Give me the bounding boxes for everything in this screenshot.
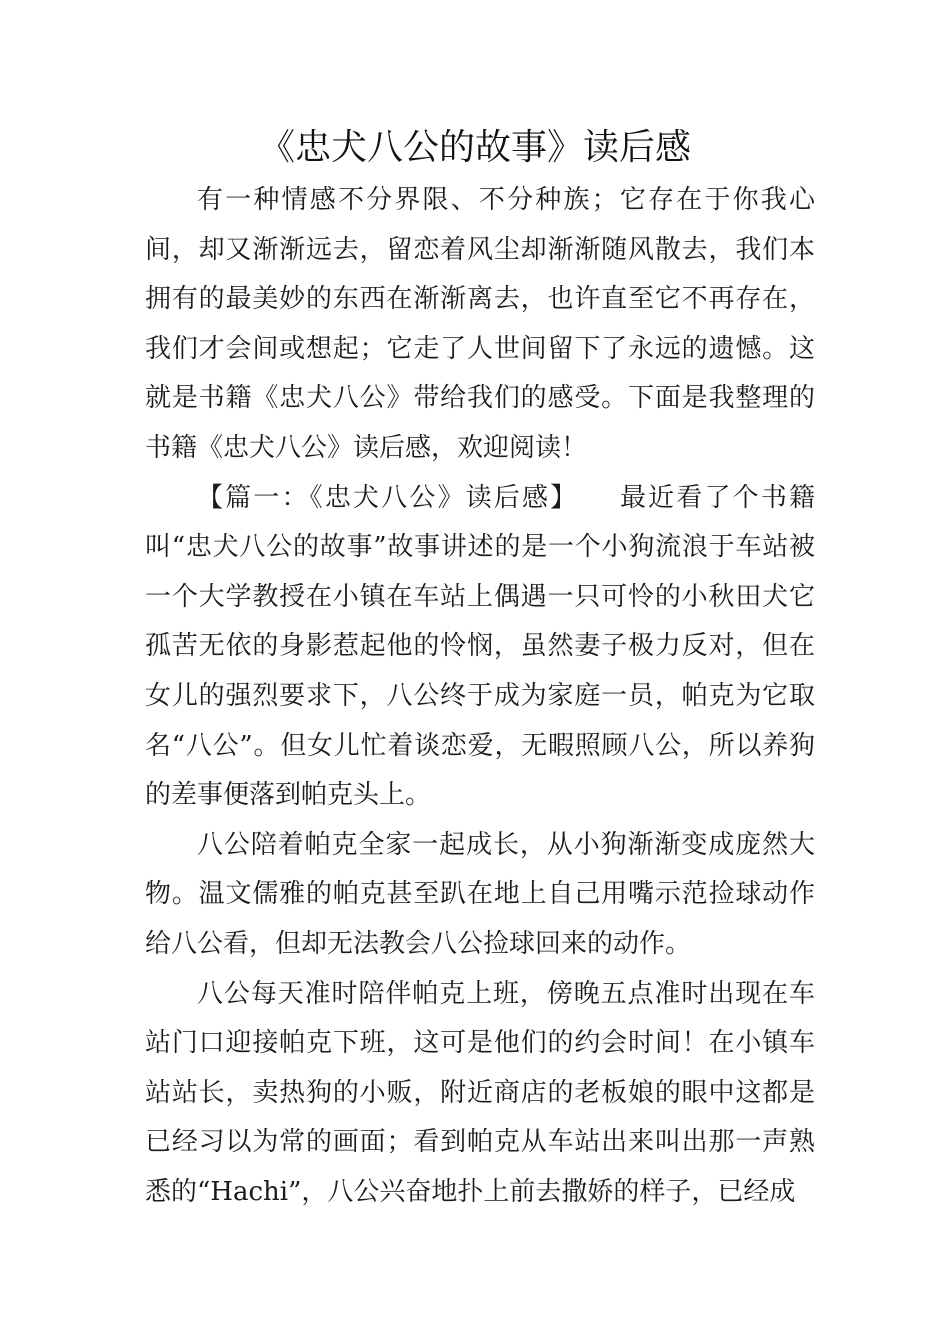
document-title: 《忠犬八公的故事》读后感 [258, 127, 691, 168]
paragraph-daily-routine: 八公每天准时陪伴帕克上班，傍晚五点准时出现在车站门口迎接帕克下班，这可是他们的约会时间！在小镇车站站长，卖热狗的小贩，附近商店的老板娘的眼中这都是已经习以为常的画面；看到帕克从车站出来叫出那一声熟悉的“Hachi”，八公兴奋地扑上前去撒娇的样子，已经成 [145, 978, 815, 1207]
paragraph-intro: 有一种情感不分界限、不分种族；它存在于你我心间，却又渐渐远去，留恋着风尘却渐渐随风散去，我们本拥有的最美妙的东西在渐渐离去，也许直至它不再存在，我们才会间或想起；它走了人世间留下了永远的遗憾。这就是书籍《忠犬八公》带给我们的感受。下面是我整理的书籍《忠犬八公》读后感，欢迎阅读！ [145, 185, 815, 463]
section-one-body: 叫“忠犬八公的故事”故事讲述的是一个小狗流浪于车站被一个大学教授在小镇在车站上偶遇一只可怜的小秋田犬它孤苦无依的身影惹起他的怜悯，虽然妻子极力反对，但在女儿的强烈要求下，八公终于成为家庭一员，帕克为它取名“八公”。但女儿忙着谈恋爱，无暇照顾八公，所以养狗的差事便落到帕克头上。 [145, 532, 815, 811]
document-body [145, 176, 815, 1217]
paragraph-section-one [145, 474, 815, 821]
section-heading: 【篇一：《忠犬八公》读后感】 [197, 482, 579, 513]
paragraph-growing-up: 八公陪着帕克全家一起成长，从小狗渐渐变成庞然大物。温文儒雅的帕克甚至趴在地上自己用嘴示范捡球动作给八公看，但却无法教会八公捡球回来的动作。 [145, 829, 815, 959]
section-lead: 最近看了个书籍 [620, 482, 815, 513]
